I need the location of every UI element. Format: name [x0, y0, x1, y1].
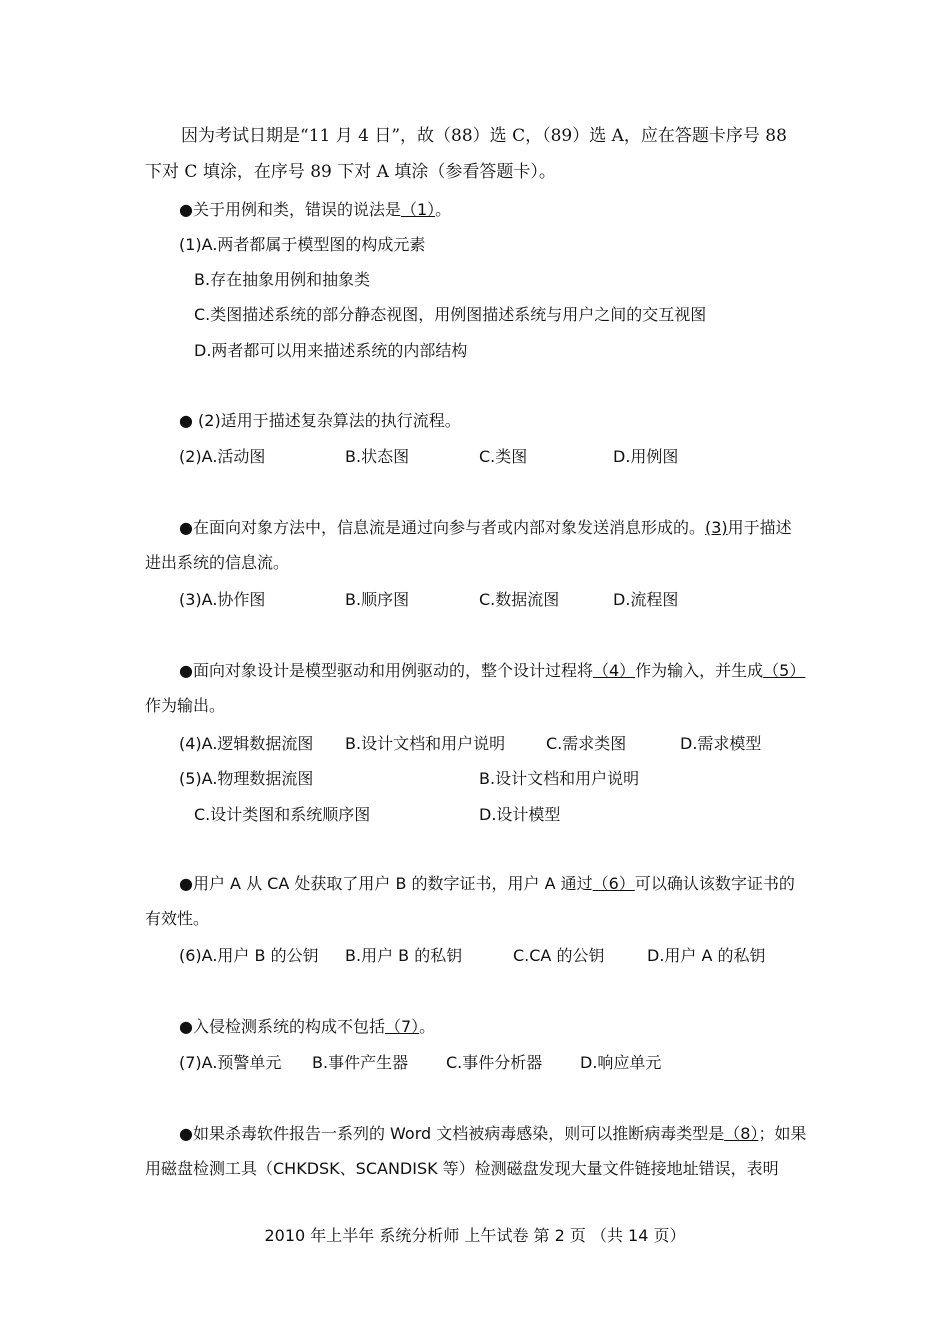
q3-option-c: C.数据流图	[479, 590, 560, 609]
q2-option-c: C.类图	[479, 447, 528, 466]
q2-option-b: B.状态图	[345, 447, 410, 466]
answer-blank: （4）	[592, 661, 636, 680]
answer-blank: (3)	[704, 518, 728, 537]
q7-option-b: B.事件产生器	[312, 1053, 409, 1072]
q3-option-a: (3)A.协作图	[179, 590, 266, 609]
q3-option-b: B.顺序图	[345, 590, 410, 609]
q5-option-c: C.设计类图和系统顺序图	[194, 805, 371, 824]
question-7-stem: ●入侵检测系统的构成不包括（7）。	[179, 1017, 436, 1036]
q6-option-a: (6)A.用户 B 的公钥	[179, 946, 319, 965]
q7-option-a: (7)A.预警单元	[179, 1053, 282, 1072]
question-6-stem: ●用户 A 从 CA 处获取了用户 B 的数字证书，用户 A 通过（6）可以确认该数字证书的有效性。	[145, 874, 795, 928]
q5-option-b: B.设计文档和用户说明	[479, 769, 640, 788]
answer-blank: （8）	[724, 1124, 759, 1143]
q5-option-d: D.设计模型	[479, 805, 561, 824]
intro-paragraph: 因为考试日期是“11 月 4 日”，故（88）选 C，（89）选 A，应在答题卡序号 88 下对 C 填涂，在序号 89 下对 A 填涂（参看答题卡）。	[145, 126, 787, 182]
q7-option-d: D.响应单元	[580, 1053, 662, 1072]
q6-option-c: C.CA 的公钥	[513, 946, 605, 965]
q4-option-d: D.需求模型	[680, 734, 762, 753]
question-4-5-stem: ●面向对象设计是模型驱动和用例驱动的，整个设计过程将（4）作为输入，并生成（5）作为输出。	[145, 661, 806, 715]
q5-option-a: (5)A.物理数据流图	[179, 769, 314, 788]
q4-option-c: C.需求类图	[546, 734, 627, 753]
answer-blank: （1）	[400, 200, 436, 219]
q2-option-a: (2)A.活动图	[179, 447, 266, 466]
q1-option-b: B.存在抽象用例和抽象类	[194, 270, 371, 289]
answer-blank: （7）	[384, 1017, 420, 1036]
q1-option-c: C.类图描述系统的部分静态视图，用例图描述系统与用户之间的交互视图	[194, 305, 707, 324]
q6-option-b: B.用户 B 的私钥	[345, 946, 463, 965]
question-3-stem: ●在面向对象方法中，信息流是通过向参与者或内部对象发送消息形成的。(3)用于描述进出系统的信息流。	[145, 518, 792, 572]
q6-option-d: D.用户 A 的私钥	[647, 946, 766, 965]
answer-blank: （6）	[592, 874, 635, 893]
q2-option-d: D.用例图	[613, 447, 679, 466]
q7-option-c: C.事件分析器	[446, 1053, 543, 1072]
q4-option-b: B.设计文档和用户说明	[345, 734, 506, 753]
q4-option-a: (4)A.逻辑数据流图	[179, 734, 314, 753]
question-1-stem: ●关于用例和类，错误的说法是（1）。	[179, 200, 452, 219]
question-8-stem: ●如果杀毒软件报告一系列的 Word 文档被病毒感染，则可以推断病毒类型是（8）；如果用磁盘检测工具（CHKDSK、SCANDISK 等）检测磁盘发现大量文件链接地址错误，表明	[145, 1124, 807, 1178]
question-2-stem: ● (2)适用于描述复杂算法的执行流程。	[179, 411, 461, 430]
q3-option-d: D.流程图	[613, 590, 679, 609]
q1-option-d: D.两者都可以用来描述系统的内部结构	[194, 341, 468, 360]
answer-blank: （5）	[763, 661, 806, 680]
q1-option-a: (1)A.两者都属于模型图的构成元素	[179, 235, 426, 254]
page-footer: 2010 年上半年 系统分析师 上午试卷 第 2 页 （共 14 页）	[264, 1226, 686, 1245]
